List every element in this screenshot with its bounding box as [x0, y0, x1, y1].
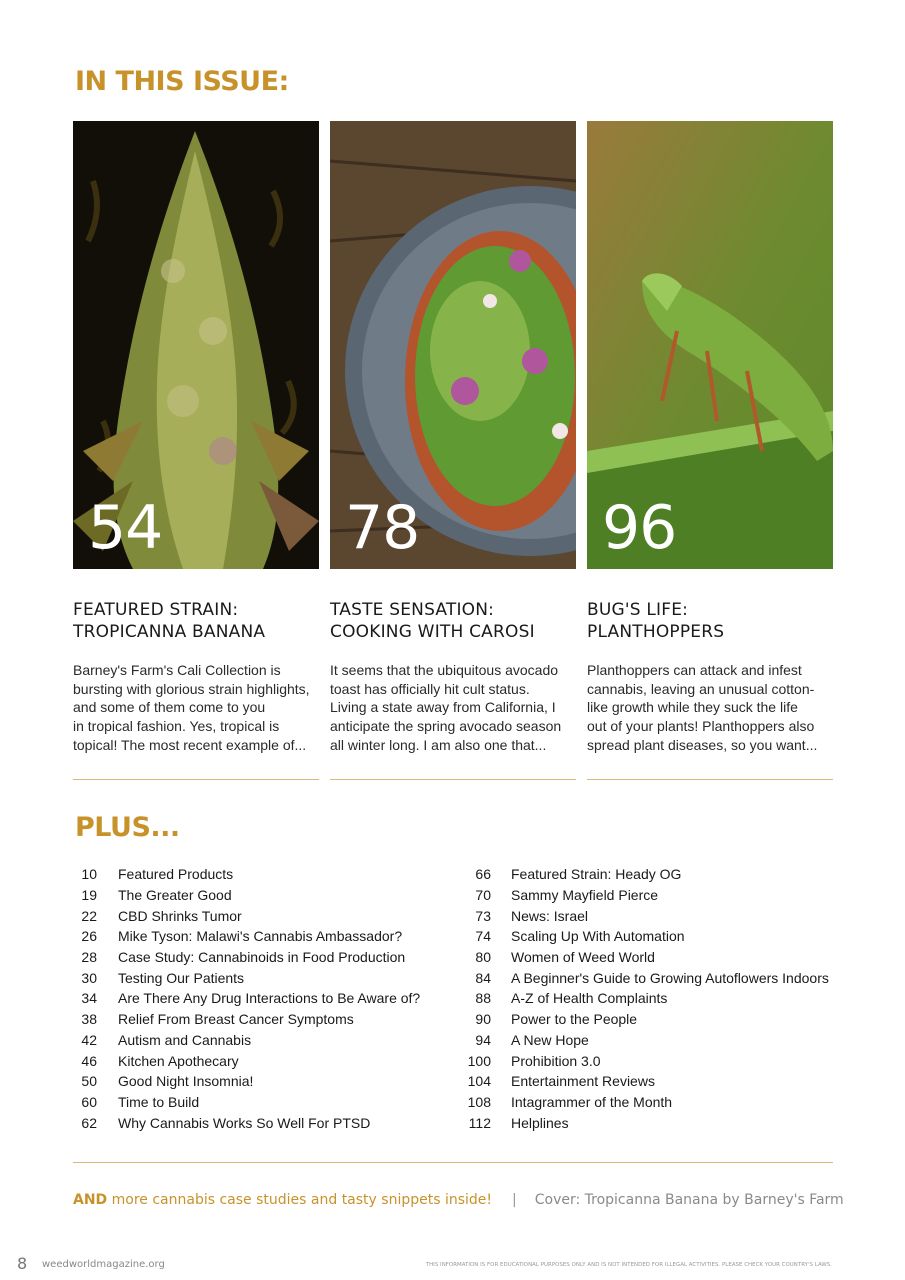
toc-item[interactable]: 30 Testing Our Patients — [81, 969, 245, 986]
toc-item[interactable]: 112 Helplines — [468, 1114, 569, 1131]
feature-title[interactable]: FEATURED STRAIN: TROPICANNA BANANA — [73, 600, 266, 642]
plus-heading: PLUS... — [75, 812, 180, 843]
toc-item[interactable]: 74 Scaling Up With Automation — [475, 928, 685, 945]
toc-item[interactable]: 90 Power to the People — [475, 1011, 638, 1028]
toc-item[interactable]: 26 Mike Tyson: Malawi's Cannabis Ambassador? — [81, 928, 403, 945]
toc-item[interactable]: 38 Relief From Breast Cancer Symptoms — [81, 1011, 354, 1028]
footer-and: AND — [73, 1192, 108, 1208]
divider — [587, 779, 833, 780]
toc-item[interactable]: 22 CBD Shrinks Tumor — [81, 907, 242, 924]
feature-description: Barney's Farm's Cali Collection is bursting with glorious strain highlights, and some of them come to you in tropical fashion. Yes, tropical is topical! The most recent example of... — [73, 662, 310, 753]
divider — [330, 779, 576, 780]
toc-item[interactable]: 42 Autism and Cannabis — [81, 1031, 252, 1048]
website-link[interactable]: weedworldmagazine.org — [42, 1259, 165, 1270]
footer-more-text: more cannabis case studies and tasty snippets inside! — [111, 1192, 493, 1208]
feature-page-number: 96 — [602, 493, 677, 563]
cover-credit: Cover: Tropicanna Banana by Barney's Farm — [534, 1192, 844, 1208]
toc-list-right — [463, 864, 829, 1133]
feature-title[interactable]: TASTE SENSATION: COOKING WITH CAROSI — [330, 600, 535, 642]
feature-card-cooking[interactable] — [330, 121, 576, 755]
toc-item[interactable]: 60 Time to Build — [81, 1093, 200, 1110]
toc-item[interactable]: 28 Case Study: Cannabinoids in Food Production — [81, 949, 406, 966]
divider — [73, 779, 319, 780]
feature-description: It seems that the ubiquitous avocado toast has officially hit cult status. Living a state away from California, I anticipate the spring avocado season all winter long. I am also one that... — [330, 662, 562, 753]
toc-item[interactable]: 73 News: Israel — [475, 907, 589, 924]
issue-heading: IN THIS ISSUE: — [75, 66, 289, 97]
salad-plate-image — [330, 121, 576, 569]
toc-item[interactable]: 70 Sammy Mayfield Pierce — [475, 887, 659, 904]
feature-card-bugs[interactable] — [587, 121, 833, 755]
toc-item[interactable]: 94 A New Hope — [475, 1031, 589, 1048]
feature-page-number: 78 — [345, 493, 420, 563]
toc-item[interactable]: 104 Entertainment Reviews — [467, 1073, 655, 1090]
footer-tagline — [73, 1192, 844, 1208]
cannabis-bud-image — [73, 121, 319, 569]
toc-item[interactable]: 62 Why Cannabis Works So Well For PTSD — [81, 1114, 371, 1131]
feature-page-number: 54 — [88, 493, 163, 563]
toc-item[interactable]: 50 Good Night Insomnia! — [81, 1073, 254, 1090]
toc-item[interactable]: 88 A-Z of Health Complaints — [475, 990, 668, 1007]
toc-item[interactable]: 84 A Beginner's Guide to Growing Autoflowers Indoors — [475, 969, 829, 986]
toc-item[interactable]: 66 Featured Strain: Heady OG — [475, 866, 682, 883]
legal-disclaimer: THIS INFORMATION IS FOR EDUCATIONAL PURPOSES ONLY AND IS NOT INTENDED FOR ILLEGAL ACTIVITIES. PLEASE CHECK YOUR COUNTRY'S LAWS. — [425, 1262, 832, 1268]
planthopper-image — [587, 121, 833, 569]
toc-item[interactable]: 19 The Greater Good — [81, 887, 232, 904]
toc-item[interactable]: 80 Women of Weed World — [475, 949, 655, 966]
toc-item[interactable]: 10 Featured Products — [81, 866, 234, 883]
toc-item[interactable]: 108 Intagrammer of the Month — [467, 1093, 673, 1110]
toc-list-left — [73, 864, 420, 1133]
toc-item[interactable]: 100 Prohibition 3.0 — [467, 1052, 601, 1069]
footer-separator: | — [512, 1192, 517, 1208]
feature-description: Planthoppers can attack and infest cannabis, leaving an unusual cotton- like growth while they suck the life out of your plants! Planthoppers also spread plant diseases, so you want... — [587, 662, 818, 753]
toc-item[interactable]: 34 Are There Any Drug Interactions to Be Aware of? — [81, 990, 421, 1007]
toc-item[interactable]: 46 Kitchen Apothecary — [81, 1052, 239, 1069]
feature-card-strain[interactable] — [73, 121, 319, 755]
page-number: 8 — [17, 1254, 28, 1273]
divider — [73, 1162, 833, 1163]
feature-title[interactable]: BUG'S LIFE: PLANTHOPPERS — [587, 600, 725, 642]
